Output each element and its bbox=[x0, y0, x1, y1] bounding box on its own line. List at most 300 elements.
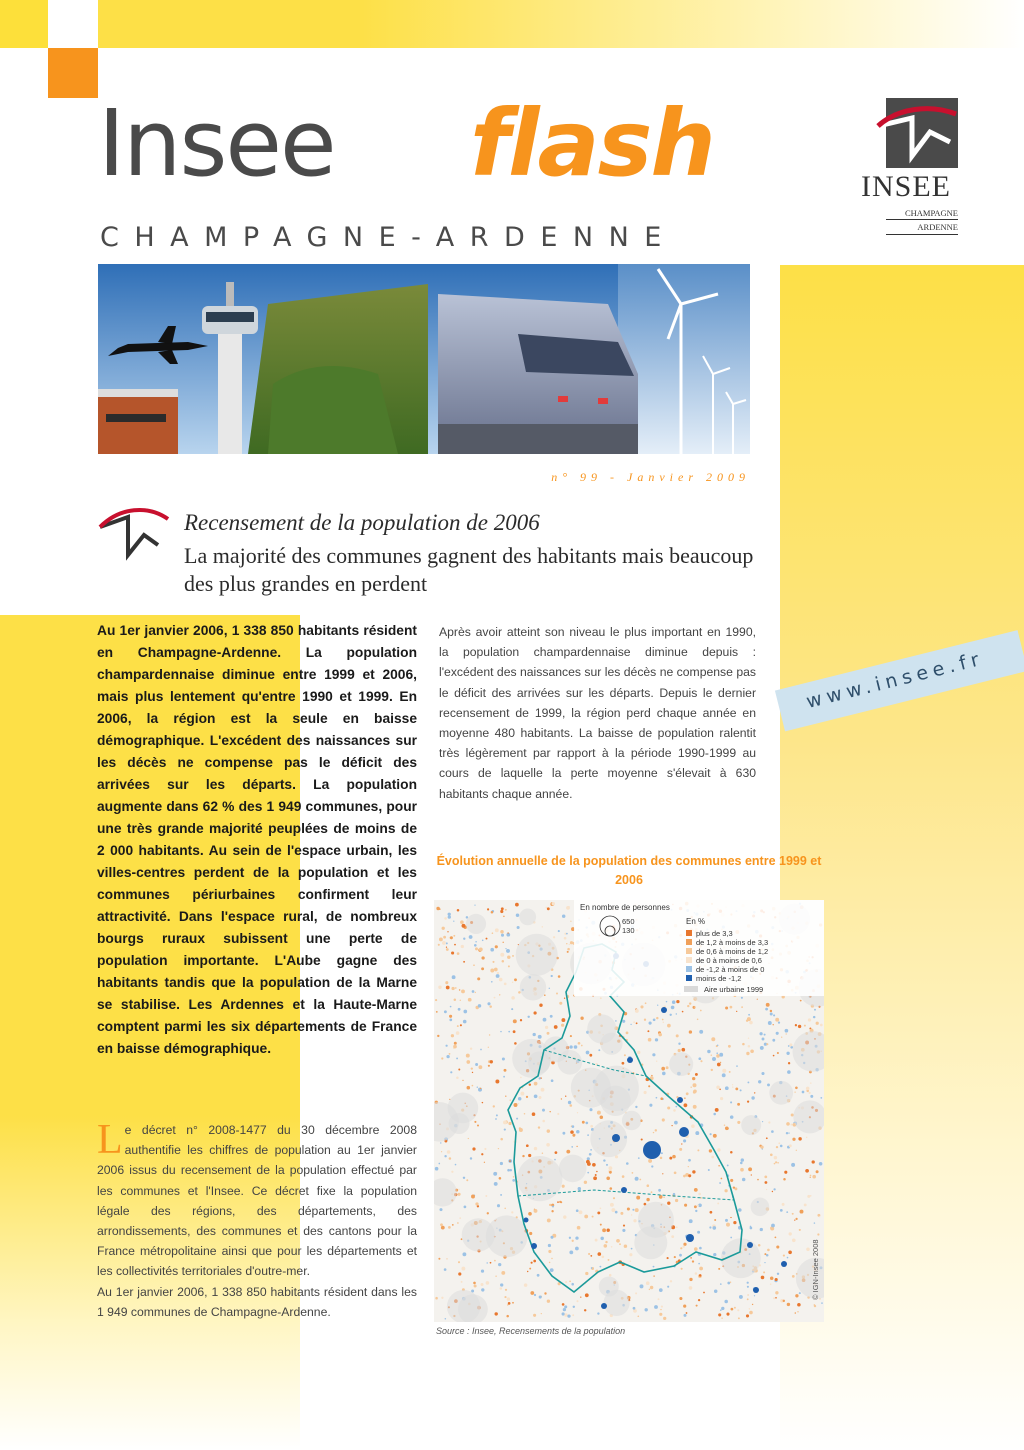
commune-dot bbox=[480, 1088, 482, 1090]
commune-dot bbox=[661, 1306, 663, 1308]
commune-dot bbox=[764, 1253, 766, 1255]
commune-dot bbox=[562, 914, 565, 917]
commune-dot bbox=[508, 965, 510, 967]
commune-dot bbox=[487, 1002, 490, 1005]
commune-dot bbox=[646, 1281, 650, 1285]
commune-dot bbox=[488, 1065, 490, 1067]
legend-label: de -1,2 à moins de 0 bbox=[696, 965, 765, 974]
commune-dot bbox=[455, 987, 457, 989]
commune-dot bbox=[758, 1080, 761, 1083]
commune-dot bbox=[499, 994, 500, 995]
commune-dot bbox=[436, 1011, 438, 1013]
commune-dot bbox=[767, 1083, 770, 1086]
commune-dot bbox=[563, 1215, 566, 1218]
commune-dot bbox=[534, 1011, 537, 1014]
commune-dot bbox=[461, 1281, 463, 1283]
commune-dot bbox=[441, 1057, 443, 1059]
commune-dot bbox=[557, 1201, 559, 1203]
article-headline: La majorité des communes gagnent des habitants mais beaucoup des plus grandes en perdent bbox=[184, 543, 754, 596]
city-marker bbox=[747, 1242, 753, 1248]
city-marker bbox=[679, 1127, 689, 1137]
commune-dot bbox=[663, 1022, 665, 1024]
commune-dot bbox=[449, 1019, 452, 1022]
commune-dot bbox=[449, 1157, 452, 1160]
commune-dot bbox=[439, 937, 443, 941]
commune-dot bbox=[500, 1287, 503, 1290]
commune-dot bbox=[754, 1092, 755, 1093]
commune-dot bbox=[812, 1175, 816, 1179]
commune-dot bbox=[537, 1274, 540, 1277]
commune-dot bbox=[479, 1065, 483, 1069]
commune-dot bbox=[802, 1091, 805, 1094]
commune-dot bbox=[615, 1211, 618, 1214]
commune-dot bbox=[498, 1263, 501, 1266]
commune-dot bbox=[569, 1045, 572, 1048]
commune-dot bbox=[770, 1283, 772, 1285]
commune-dot bbox=[470, 1157, 472, 1159]
commune-dot bbox=[496, 1114, 498, 1116]
commune-dot bbox=[646, 1198, 649, 1201]
commune-dot bbox=[529, 1232, 532, 1235]
commune-dot bbox=[507, 932, 508, 933]
website-link[interactable]: www.insee.fr bbox=[804, 647, 987, 713]
commune-dot bbox=[635, 1177, 639, 1181]
commune-dot bbox=[751, 1096, 754, 1099]
commune-dot bbox=[595, 1174, 597, 1176]
commune-dot bbox=[584, 1309, 586, 1311]
commune-dot bbox=[458, 1008, 461, 1011]
commune-dot bbox=[699, 1247, 702, 1250]
urban-area bbox=[520, 974, 546, 1000]
commune-dot bbox=[478, 1004, 481, 1007]
commune-dot bbox=[529, 1083, 531, 1085]
commune-dot bbox=[775, 1297, 777, 1299]
commune-dot bbox=[463, 961, 465, 963]
commune-dot bbox=[667, 1202, 670, 1205]
commune-dot bbox=[742, 1178, 746, 1182]
commune-dot bbox=[777, 1052, 779, 1054]
commune-dot bbox=[726, 1127, 728, 1129]
commune-dot bbox=[477, 1086, 478, 1087]
commune-dot bbox=[772, 1039, 775, 1042]
commune-dot bbox=[463, 1020, 467, 1024]
commune-dot bbox=[682, 1048, 686, 1052]
commune-dot bbox=[564, 998, 565, 999]
commune-dot bbox=[791, 1163, 795, 1167]
commune-dot bbox=[732, 1084, 733, 1085]
commune-dot bbox=[544, 1292, 546, 1294]
commune-dot bbox=[581, 1045, 583, 1047]
commune-dot bbox=[502, 942, 503, 943]
commune-dot bbox=[441, 1297, 443, 1299]
commune-dot bbox=[794, 1219, 795, 1220]
commune-dot bbox=[653, 1266, 655, 1268]
commune-dot bbox=[586, 1051, 590, 1055]
commune-dot bbox=[622, 1062, 625, 1065]
commune-dot bbox=[788, 1062, 790, 1064]
commune-dot bbox=[534, 1147, 537, 1150]
commune-dot bbox=[445, 1318, 447, 1320]
commune-dot bbox=[810, 1082, 811, 1083]
commune-dot bbox=[768, 1021, 772, 1025]
commune-dot bbox=[466, 1054, 470, 1058]
commune-dot bbox=[512, 1302, 514, 1304]
commune-dot bbox=[754, 1295, 755, 1296]
commune-dot bbox=[603, 1159, 605, 1161]
commune-dot bbox=[579, 1210, 583, 1214]
commune-dot bbox=[657, 1005, 658, 1006]
commune-dot bbox=[690, 1257, 692, 1259]
commune-dot bbox=[800, 1000, 802, 1002]
commune-dot bbox=[786, 1033, 787, 1034]
commune-dot bbox=[694, 1247, 698, 1251]
commune-dot bbox=[501, 907, 504, 910]
commune-dot bbox=[472, 1147, 475, 1150]
commune-dot bbox=[539, 1295, 542, 1298]
commune-dot bbox=[748, 1045, 751, 1048]
population-map bbox=[434, 900, 824, 1322]
commune-dot bbox=[481, 956, 484, 959]
commune-dot bbox=[572, 1314, 574, 1316]
commune-dot bbox=[712, 1057, 716, 1061]
city-marker bbox=[627, 1057, 633, 1063]
commune-dot bbox=[671, 1125, 672, 1126]
commune-dot bbox=[758, 1244, 761, 1247]
commune-dot bbox=[486, 938, 488, 940]
commune-dot bbox=[787, 1070, 791, 1074]
commune-dot bbox=[717, 1202, 719, 1204]
commune-dot bbox=[698, 1299, 700, 1301]
commune-dot bbox=[497, 972, 499, 974]
commune-dot bbox=[660, 1309, 661, 1310]
commune-dot bbox=[730, 1101, 732, 1103]
commune-dot bbox=[517, 926, 520, 929]
commune-dot bbox=[699, 1274, 702, 1277]
commune-dot bbox=[637, 1315, 639, 1317]
commune-dot bbox=[500, 1283, 503, 1286]
commune-dot bbox=[711, 1069, 713, 1071]
commune-dot bbox=[497, 1204, 500, 1207]
commune-dot bbox=[660, 1097, 663, 1100]
commune-dot bbox=[724, 1189, 727, 1192]
commune-dot bbox=[710, 1211, 713, 1214]
commune-dot bbox=[636, 1196, 640, 1200]
commune-dot bbox=[760, 1145, 763, 1148]
commune-dot bbox=[528, 1154, 531, 1157]
commune-dot bbox=[560, 1201, 562, 1203]
logo-sub-ardenne: ARDENNE bbox=[917, 222, 958, 232]
commune-dot bbox=[748, 1038, 749, 1039]
legend-size-value: 650 bbox=[622, 917, 635, 926]
commune-dot bbox=[725, 1219, 728, 1222]
dropcap: L bbox=[97, 1117, 123, 1163]
commune-dot bbox=[437, 1035, 439, 1037]
commune-dot bbox=[490, 948, 494, 952]
commune-dot bbox=[600, 1207, 602, 1209]
commune-dot bbox=[723, 1073, 724, 1074]
commune-dot bbox=[678, 1049, 681, 1052]
commune-dot bbox=[695, 1131, 699, 1135]
commune-dot bbox=[767, 1249, 770, 1252]
commune-dot bbox=[795, 1087, 798, 1090]
commune-dot bbox=[679, 1148, 682, 1151]
commune-dot bbox=[512, 981, 513, 983]
commune-dot bbox=[771, 1224, 775, 1228]
commune-dot bbox=[615, 1020, 617, 1022]
commune-dot bbox=[778, 1021, 780, 1023]
commune-dot bbox=[547, 1129, 550, 1132]
decree-paragraph-2: Au 1er janvier 2006, 1 338 850 habitants résident dans les 1 949 communes de Champagne-Ardenne. bbox=[97, 1284, 417, 1319]
commune-dot bbox=[806, 1137, 807, 1138]
commune-dot bbox=[462, 924, 466, 928]
commune-dot bbox=[602, 1228, 606, 1232]
commune-dot bbox=[791, 1113, 794, 1116]
commune-dot bbox=[773, 1024, 774, 1025]
commune-dot bbox=[534, 1094, 538, 1098]
commune-dot bbox=[730, 1237, 732, 1239]
commune-dot bbox=[487, 908, 489, 910]
commune-dot bbox=[460, 1000, 461, 1001]
commune-dot bbox=[592, 1216, 594, 1218]
commune-dot bbox=[747, 1298, 749, 1300]
commune-dot bbox=[498, 1148, 499, 1149]
commune-dot bbox=[533, 1260, 536, 1263]
commune-dot bbox=[794, 1091, 795, 1092]
commune-dot bbox=[776, 1032, 779, 1035]
commune-dot bbox=[564, 937, 567, 940]
commune-dot bbox=[695, 1272, 698, 1275]
commune-dot bbox=[658, 1189, 661, 1192]
commune-dot bbox=[440, 1223, 443, 1226]
urban-area bbox=[599, 1277, 619, 1297]
commune-dot bbox=[658, 1298, 660, 1300]
commune-dot bbox=[561, 1018, 565, 1022]
commune-dot bbox=[689, 1278, 692, 1281]
commune-dot bbox=[542, 1120, 545, 1123]
commune-dot bbox=[460, 920, 464, 924]
commune-dot bbox=[631, 1248, 633, 1250]
commune-dot bbox=[485, 1195, 487, 1197]
commune-dot bbox=[690, 1086, 691, 1087]
commune-dot bbox=[444, 1010, 447, 1013]
commune-dot bbox=[713, 1134, 717, 1138]
commune-dot bbox=[622, 1020, 625, 1023]
commune-dot bbox=[472, 1072, 473, 1073]
commune-dot bbox=[582, 1121, 585, 1124]
commune-dot bbox=[720, 1062, 721, 1063]
commune-dot bbox=[506, 949, 510, 953]
city-marker bbox=[601, 1303, 607, 1309]
commune-dot bbox=[551, 975, 553, 977]
commune-dot bbox=[814, 1222, 815, 1223]
commune-dot bbox=[718, 1313, 721, 1316]
city-marker bbox=[621, 1187, 627, 1193]
commune-dot bbox=[589, 1108, 592, 1111]
commune-dot bbox=[658, 1033, 662, 1037]
commune-dot bbox=[546, 907, 547, 908]
commune-dot bbox=[810, 1177, 811, 1178]
commune-dot bbox=[709, 1226, 711, 1228]
decree-box bbox=[97, 1117, 417, 1322]
commune-dot bbox=[670, 1280, 672, 1282]
commune-dot bbox=[783, 1300, 785, 1302]
commune-dot bbox=[562, 1185, 565, 1188]
commune-dot bbox=[559, 1002, 562, 1005]
commune-dot bbox=[610, 1203, 614, 1207]
commune-dot bbox=[460, 1024, 462, 1026]
commune-dot bbox=[484, 1148, 486, 1150]
commune-dot bbox=[572, 1134, 575, 1137]
commune-dot bbox=[678, 1043, 680, 1045]
commune-dot bbox=[570, 941, 573, 944]
commune-dot bbox=[740, 1089, 742, 1091]
legend-area-swatch bbox=[684, 986, 698, 992]
commune-dot bbox=[609, 1187, 612, 1190]
commune-dot bbox=[716, 1052, 718, 1054]
commune-dot bbox=[725, 1006, 728, 1009]
commune-dot bbox=[771, 1130, 774, 1133]
commune-dot bbox=[750, 1050, 754, 1054]
map-title: Évolution annuelle de la population des communes entre 1999 et 2006 bbox=[436, 854, 822, 887]
commune-dot bbox=[806, 1248, 810, 1252]
commune-dot bbox=[807, 1195, 810, 1198]
map-source: Source : Insee, Recensements de la population bbox=[436, 1326, 626, 1336]
commune-dot bbox=[562, 1303, 565, 1306]
commune-dot bbox=[740, 1168, 744, 1172]
commune-dot bbox=[674, 1256, 676, 1258]
commune-dot bbox=[516, 1118, 518, 1120]
city-marker bbox=[753, 1287, 759, 1293]
commune-dot bbox=[463, 1177, 465, 1179]
article-intro: Au 1er janvier 2006, 1 338 850 habitants résident en Champagne-Ardenne. La population champardennaise diminue entre 1999 et 2006, mais plus lentement qu'entre 1990 et 1999. En 2006, la région est la seule en baisse démographique. L'excédent des naissances sur les décès ne compense pas le déficit des arrivées sur les départs. La population augmente dans 62 % des 1 949 communes, pour une très grande majorité peuplées de moins de 2 000 habitants. Au sein de l'espace urbain, les villes-centres perdent de la population et les communes périurbaines confirment leur attractivité. Dans l'espace rural, de nombreux bourgs ruraux subissent une perte de population importante. L'Aube gagne des habitants tandis que la population de la Marne se stabilise. Les Ardennes et la Haute-Marne comptent parmi les six départements de France en baisse démographique. bbox=[97, 623, 417, 1056]
commune-dot bbox=[619, 1243, 621, 1245]
commune-dot bbox=[736, 1011, 737, 1012]
urban-area bbox=[486, 1215, 528, 1257]
commune-dot bbox=[435, 1297, 438, 1300]
commune-dot bbox=[471, 1067, 473, 1069]
commune-dot bbox=[717, 1045, 719, 1047]
commune-dot bbox=[522, 1155, 524, 1157]
commune-dot bbox=[558, 975, 561, 978]
commune-dot bbox=[719, 1089, 721, 1091]
commune-dot bbox=[454, 944, 456, 946]
commune-dot bbox=[508, 1122, 511, 1125]
commune-dot bbox=[457, 1222, 459, 1224]
commune-dot bbox=[542, 1153, 543, 1154]
commune-dot bbox=[542, 1109, 545, 1112]
commune-dot bbox=[438, 1163, 440, 1165]
commune-dot bbox=[571, 1146, 573, 1148]
commune-dot bbox=[663, 1196, 665, 1198]
commune-dot bbox=[693, 1090, 697, 1094]
article-body: Après avoir atteint son niveau le plus important en 1990, la population champardennaise diminue depuis : l'excédent des naissances sur les décès ne compense pas le déficit des arrivées sur les départs. Depuis le dernier recensement de 1999, la région perd chaque année en moyenne 480 habitants. La baisse de population ralentit très légèrement par rapport à la période 1990-1999 au cours de laquelle la perte moyenne s'élevait à 630 habitants chaque année. bbox=[439, 625, 756, 801]
commune-dot bbox=[712, 1226, 716, 1230]
commune-dot bbox=[761, 1072, 764, 1075]
commune-dot bbox=[635, 1208, 639, 1212]
commune-dot bbox=[565, 1096, 566, 1097]
commune-dot bbox=[600, 1237, 603, 1240]
commune-dot bbox=[444, 1268, 447, 1271]
brand-insee: Insee bbox=[98, 90, 335, 197]
article-kicker: Recensement de la population de 2006 bbox=[184, 510, 540, 535]
commune-dot bbox=[799, 1229, 801, 1231]
commune-dot bbox=[808, 1092, 810, 1094]
commune-dot bbox=[567, 948, 570, 951]
commune-dot bbox=[663, 1317, 666, 1320]
commune-dot bbox=[462, 1252, 466, 1256]
decor-square-yellow bbox=[0, 0, 48, 48]
commune-dot bbox=[651, 1191, 653, 1193]
commune-dot bbox=[590, 1255, 592, 1257]
commune-dot bbox=[680, 1247, 682, 1249]
commune-dot bbox=[472, 1085, 474, 1087]
commune-dot bbox=[447, 931, 448, 932]
commune-dot bbox=[760, 1228, 763, 1231]
commune-dot bbox=[488, 1047, 489, 1048]
commune-dot bbox=[812, 1160, 815, 1163]
commune-dot bbox=[510, 1100, 511, 1101]
commune-dot bbox=[481, 1269, 484, 1272]
commune-dot bbox=[500, 953, 504, 957]
commune-dot bbox=[600, 1224, 602, 1226]
commune-dot bbox=[587, 1134, 589, 1136]
commune-dot bbox=[661, 1152, 663, 1154]
commune-dot bbox=[518, 1097, 522, 1101]
commune-dot bbox=[667, 1257, 669, 1259]
commune-dot bbox=[688, 1159, 691, 1162]
commune-dot bbox=[474, 904, 475, 905]
commune-dot bbox=[504, 1208, 505, 1209]
commune-dot bbox=[492, 932, 494, 934]
commune-dot bbox=[457, 909, 460, 912]
commune-dot bbox=[697, 1019, 699, 1021]
commune-dot bbox=[558, 930, 560, 932]
legend-label: moins de -1,2 bbox=[696, 974, 742, 983]
commune-dot bbox=[562, 1312, 565, 1315]
commune-dot bbox=[700, 1010, 702, 1012]
commune-dot bbox=[660, 1157, 663, 1160]
commune-dot bbox=[455, 1164, 457, 1166]
commune-dot bbox=[653, 1018, 656, 1021]
commune-dot bbox=[456, 1076, 459, 1079]
commune-dot bbox=[788, 1132, 789, 1133]
commune-dot bbox=[436, 907, 439, 910]
legend-swatch bbox=[686, 939, 692, 945]
commune-dot bbox=[662, 1118, 665, 1121]
commune-dot bbox=[630, 1024, 631, 1025]
commune-dot bbox=[683, 1197, 685, 1199]
commune-dot bbox=[638, 1157, 640, 1159]
commune-dot bbox=[486, 1262, 487, 1263]
commune-dot bbox=[538, 1035, 542, 1039]
commune-dot bbox=[549, 988, 550, 989]
commune-dot bbox=[742, 1043, 745, 1046]
commune-dot bbox=[564, 1305, 567, 1308]
commune-dot bbox=[448, 915, 451, 918]
commune-dot bbox=[781, 1037, 782, 1038]
commune-dot bbox=[561, 1024, 564, 1027]
commune-dot bbox=[446, 1055, 449, 1058]
commune-dot bbox=[597, 1312, 599, 1314]
commune-dot bbox=[721, 1307, 724, 1310]
commune-dot bbox=[689, 1002, 691, 1004]
commune-dot bbox=[795, 1024, 797, 1026]
commune-dot bbox=[457, 1025, 459, 1027]
commune-dot bbox=[495, 928, 499, 932]
urban-area bbox=[751, 1198, 770, 1217]
commune-dot bbox=[450, 936, 453, 939]
commune-dot bbox=[595, 1239, 598, 1242]
